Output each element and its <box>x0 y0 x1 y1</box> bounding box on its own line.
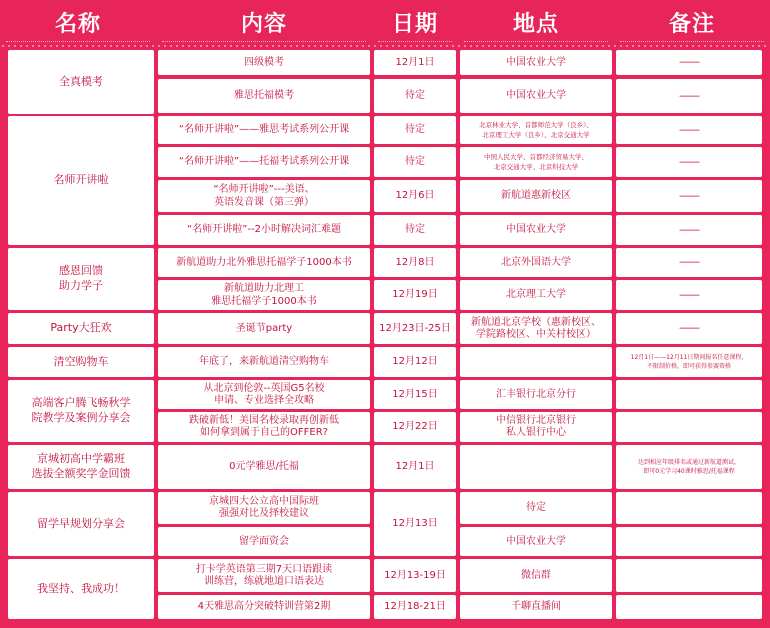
row-10-place <box>460 347 612 377</box>
row-13-note: 达到相应年级排名或通过新航道测试， 即可0元学习40课时雅思/托福课程 <box>616 445 762 489</box>
row-12-content: 跌破新低！美国名校录取再创新低 如何拿到属于自己的OFFER? <box>158 412 370 442</box>
header-name: 名称 <box>0 0 156 44</box>
row-8-place: 北京理工大学 <box>460 280 612 310</box>
row-2-content: 雅思托福模考 <box>158 79 370 113</box>
row-7-content: 新航道助力北外雅思托福学子1000本书 <box>158 248 370 277</box>
row-7-place: 北京外国语大学 <box>460 248 612 277</box>
header-divider <box>0 44 770 48</box>
row-10-note: 12月1日——12月11日期间报名任意课程， 不限制价格，即可获得参赛资格 <box>616 347 762 377</box>
row-17-date: 12月18-21日 <box>374 595 456 619</box>
row-15-note <box>616 527 762 556</box>
row-13-date: 12月1日 <box>374 445 456 489</box>
row-12-date: 12月22日 <box>374 412 456 442</box>
row-11-content: 从北京到伦敦--英国G5名校 申请、专业选择全攻略 <box>158 380 370 409</box>
row-1-content: 四级模考 <box>158 50 370 75</box>
row-6-content: “名师开讲啦”--2小时解决词汇难题 <box>158 215 370 245</box>
row-6-place: 中国农业大学 <box>460 215 612 245</box>
row-17-note <box>616 595 762 619</box>
header-note: 备注 <box>614 0 770 44</box>
row-5-content: “名师开讲啦”---美语、 英语发音课（第三弹） <box>158 180 370 212</box>
group-thanksgiving: 感恩回馈 助力学子 <box>8 248 154 310</box>
row-3-content: “名师开讲啦”——雅思考试系列公开课 <box>158 116 370 144</box>
row-7-date: 12月8日 <box>374 248 456 277</box>
row-16-note <box>616 559 762 592</box>
row-16-date: 12月13-19日 <box>374 559 456 592</box>
row-14-place: 待定 <box>460 492 612 524</box>
header-place: 地点 <box>458 0 614 44</box>
row-17-place: 千聊直播间 <box>460 595 612 619</box>
row-4-note: —— <box>616 147 762 177</box>
row-10-date: 12月12日 <box>374 347 456 377</box>
row-15-place: 中国农业大学 <box>460 527 612 556</box>
group-master-lectures: 名师开讲啦 <box>8 116 154 245</box>
row-14-date: 12月13日 <box>374 492 456 556</box>
row-9-content: 圣诞节party <box>158 313 370 344</box>
row-8-note: —— <box>616 280 762 310</box>
row-1-place: 中国农业大学 <box>460 50 612 75</box>
row-4-date: 待定 <box>374 147 456 177</box>
row-3-place: 北京林业大学、首都师范大学（良乡）、 北京理工大学（良乡）、北京交通大学 <box>460 116 612 144</box>
group-mock-exam: 全真模考 <box>8 50 154 114</box>
row-9-note: —— <box>616 313 762 344</box>
group-seminar: 高端客户腾飞畅秋学 院教学及案例分享会 <box>8 380 154 442</box>
header-date: 日期 <box>372 0 458 44</box>
row-11-place: 汇丰银行北京分行 <box>460 380 612 409</box>
row-2-place: 中国农业大学 <box>460 79 612 113</box>
row-13-place <box>460 445 612 489</box>
row-7-note: —— <box>616 248 762 277</box>
row-11-date: 12月15日 <box>374 380 456 409</box>
row-2-note: —— <box>616 79 762 113</box>
row-16-content: 打卡学英语第三期7天口语跟读 训练营，练就地道口语表达 <box>158 559 370 592</box>
row-2-date: 待定 <box>374 79 456 113</box>
row-1-note: —— <box>616 50 762 75</box>
row-8-date: 12月19日 <box>374 280 456 310</box>
group-shopping-cart: 清空购物车 <box>8 347 154 377</box>
row-9-place: 新航道北京学校（惠新校区、 学院路校区、中关村校区） <box>460 313 612 344</box>
row-1-date: 12月1日 <box>374 50 456 75</box>
header-content: 内容 <box>156 0 372 44</box>
row-12-place: 中信银行北京银行 私人银行中心 <box>460 412 612 442</box>
row-5-note: —— <box>616 180 762 212</box>
row-6-note: —— <box>616 215 762 245</box>
row-3-date: 待定 <box>374 116 456 144</box>
row-15-content: 留学面资会 <box>158 527 370 556</box>
group-party: Party大狂欢 <box>8 313 154 344</box>
row-14-content: 京城四大公立高中国际班 强强对比及择校建议 <box>158 492 370 524</box>
row-5-date: 12月6日 <box>374 180 456 212</box>
row-11-note <box>616 380 762 409</box>
row-17-content: 4天雅思高分突破特训营第2期 <box>158 595 370 619</box>
group-study-abroad: 留学早规划分享会 <box>8 492 154 556</box>
group-persist: 我坚持、我成功！ <box>8 559 154 619</box>
row-9-date: 12月23日-25日 <box>374 313 456 344</box>
row-12-note <box>616 412 762 442</box>
row-16-place: 微信群 <box>460 559 612 592</box>
row-14-note <box>616 492 762 524</box>
row-10-content: 年底了，来新航道清空购物车 <box>158 347 370 377</box>
row-4-place: 中国人民大学、首都经济贸易大学、 北京交通大学、北京科技大学 <box>460 147 612 177</box>
row-4-content: “名师开讲啦”——托福考试系列公开课 <box>158 147 370 177</box>
row-8-content: 新航道助力北理工 雅思托福学子1000本书 <box>158 280 370 310</box>
group-scholarship: 京城初高中学霸班 选拔全额奖学金回馈 <box>8 445 154 489</box>
row-3-note: —— <box>616 116 762 144</box>
row-6-date: 待定 <box>374 215 456 245</box>
row-13-content: 0元学雅思/托福 <box>158 445 370 489</box>
row-5-place: 新航道惠新校区 <box>460 180 612 212</box>
